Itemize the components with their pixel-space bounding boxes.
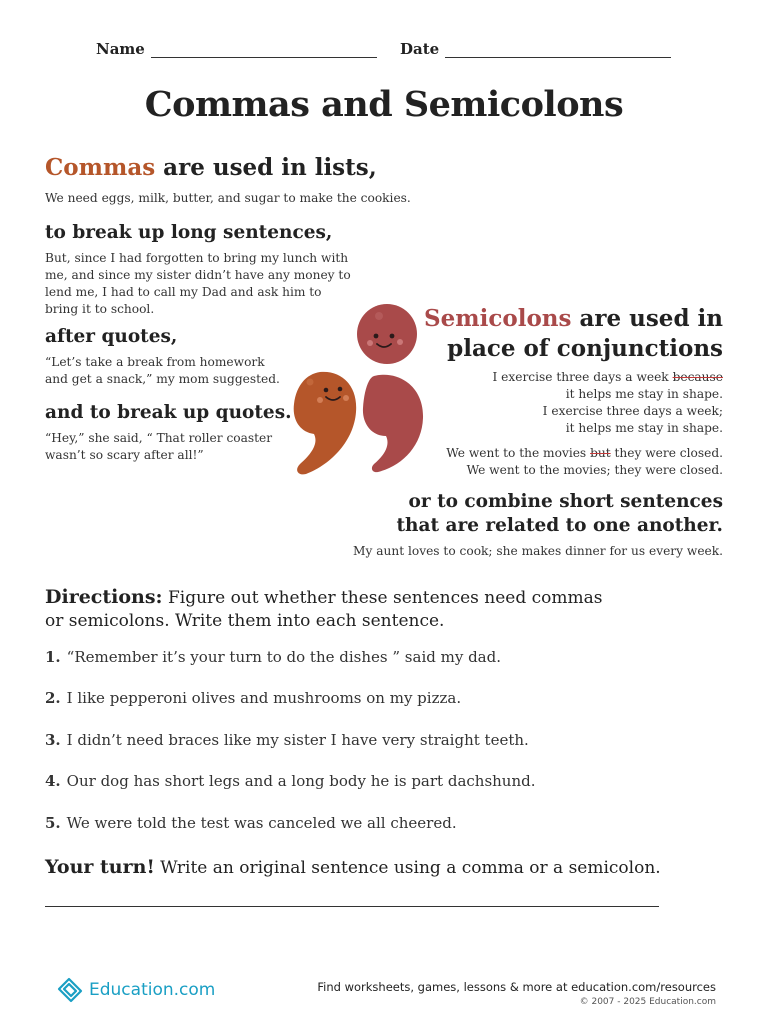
- item-number: 2.: [45, 689, 61, 707]
- directions-label: Directions:: [45, 586, 163, 608]
- semicolon-tail-icon: [363, 375, 423, 472]
- date-field: [400, 40, 671, 58]
- semicolons-heading-line1: [424, 304, 723, 334]
- example-line: lend me, I had to call my Dad and ask him to: [45, 285, 322, 299]
- exercise-item[interactable]: [45, 772, 536, 790]
- break-up-quotes-heading: and to break up quotes.: [45, 402, 292, 423]
- commas-heading-accent: Commas: [45, 154, 156, 181]
- directions-text: Figure out whether these sentences need commas or semicolons. Write them into each sentence.: [45, 588, 603, 631]
- item-text: Our dog has short legs and a long body he is part dachshund.: [66, 772, 536, 790]
- example-line: I exercise three days a week;: [542, 404, 723, 418]
- commas-heading: [45, 154, 377, 181]
- commas-heading-rest: are used in lists,: [155, 154, 377, 181]
- semicolons-heading-rest: are used in: [571, 305, 723, 332]
- example-line: [446, 445, 723, 462]
- semicolon-dot-face-icon: [357, 304, 417, 364]
- exercise-item[interactable]: [45, 648, 501, 666]
- item-number: 1.: [45, 648, 61, 666]
- semicolons-example-2: [446, 445, 723, 479]
- breakup-heading: to break up long sentences,: [45, 222, 333, 243]
- combine-heading: [397, 490, 724, 538]
- item-text: We were told the test was canceled we all cheered.: [66, 814, 457, 832]
- commas-list-example: [45, 190, 411, 207]
- semicolons-heading-line2: place of conjunctions: [447, 335, 723, 362]
- example-line: and get a snack,” my mom suggested.: [45, 372, 280, 386]
- comma-face-icon: [294, 372, 356, 475]
- example-text: I exercise three days a week: [492, 370, 673, 384]
- semicolon-character-illustration: [286, 296, 436, 486]
- item-number: 4.: [45, 772, 61, 790]
- example-line: My aunt loves to cook; she makes dinner for us every week.: [353, 544, 723, 558]
- semicolons-heading-accent: Semicolons: [424, 305, 572, 332]
- education-logo[interactable]: [55, 975, 215, 1005]
- your-turn-text: Write an original sentence using a comma or a semicolon.: [154, 858, 661, 878]
- struck-conjunction: because: [672, 370, 723, 384]
- your-turn-prompt: [45, 856, 661, 878]
- example-line: it helps me stay in shape.: [565, 421, 723, 435]
- page-title: Commas and Semicolons: [144, 84, 624, 125]
- semicolons-heading: [424, 304, 723, 364]
- example-line: We went to the movies; they were closed.: [466, 463, 723, 477]
- break-up-quotes-example: [45, 430, 272, 464]
- exercise-item[interactable]: [45, 731, 529, 749]
- example-line: “Hey,” she said, “ That roller coaster: [45, 431, 273, 445]
- date-label: Date: [400, 40, 440, 58]
- example-line: We need eggs, milk, butter, and sugar to make the cookies.: [45, 191, 411, 205]
- name-label: Name: [96, 40, 145, 58]
- example-line: it helps me stay in shape.: [565, 387, 723, 401]
- example-text: they were closed.: [610, 446, 723, 460]
- exercise-item[interactable]: [45, 689, 461, 707]
- answer-line[interactable]: [45, 906, 659, 907]
- combine-heading-line: that are related to one another.: [396, 515, 723, 536]
- combine-example: [353, 543, 723, 560]
- your-turn-label: Your turn!: [45, 856, 155, 878]
- name-field: [96, 40, 377, 58]
- combine-heading-line: or to combine short sentences: [408, 491, 723, 512]
- example-line: me, and since my sister didn’t have any money to: [45, 268, 351, 282]
- example-line: “Let’s take a break from homework: [45, 355, 265, 369]
- item-text: I like pepperoni olives and mushrooms on my pizza.: [66, 689, 462, 707]
- exercise-item[interactable]: [45, 814, 457, 832]
- directions: [45, 586, 605, 633]
- example-line: But, since I had forgotten to bring my lunch with: [45, 251, 349, 265]
- example-text: We went to the movies: [446, 446, 591, 460]
- after-quotes-heading: after quotes,: [45, 326, 178, 347]
- item-text: “Remember it’s your turn to do the dishes ” said my dad.: [66, 648, 501, 666]
- education-logo-text: Education.com: [89, 980, 216, 1000]
- footer-copyright: © 2007 - 2025 Education.com: [579, 997, 716, 1007]
- example-line: [492, 369, 723, 386]
- item-number: 5.: [45, 814, 61, 832]
- example-line: bring it to school.: [45, 302, 155, 316]
- name-blank-line[interactable]: [151, 44, 377, 58]
- semicolons-example-1: [492, 369, 723, 437]
- example-line: wasn’t so scary after all!”: [45, 448, 204, 462]
- item-text: I didn’t need braces like my sister I have very straight teeth.: [66, 731, 529, 749]
- after-quotes-example: [45, 354, 280, 388]
- footer-info: [317, 980, 716, 1007]
- date-blank-line[interactable]: [445, 44, 671, 58]
- item-number: 3.: [45, 731, 61, 749]
- footer-resources-link[interactable]: Find worksheets, games, lessons & more at education.com/resources: [317, 980, 716, 994]
- education-logo-icon: [55, 975, 85, 1005]
- struck-conjunction: but: [590, 446, 611, 460]
